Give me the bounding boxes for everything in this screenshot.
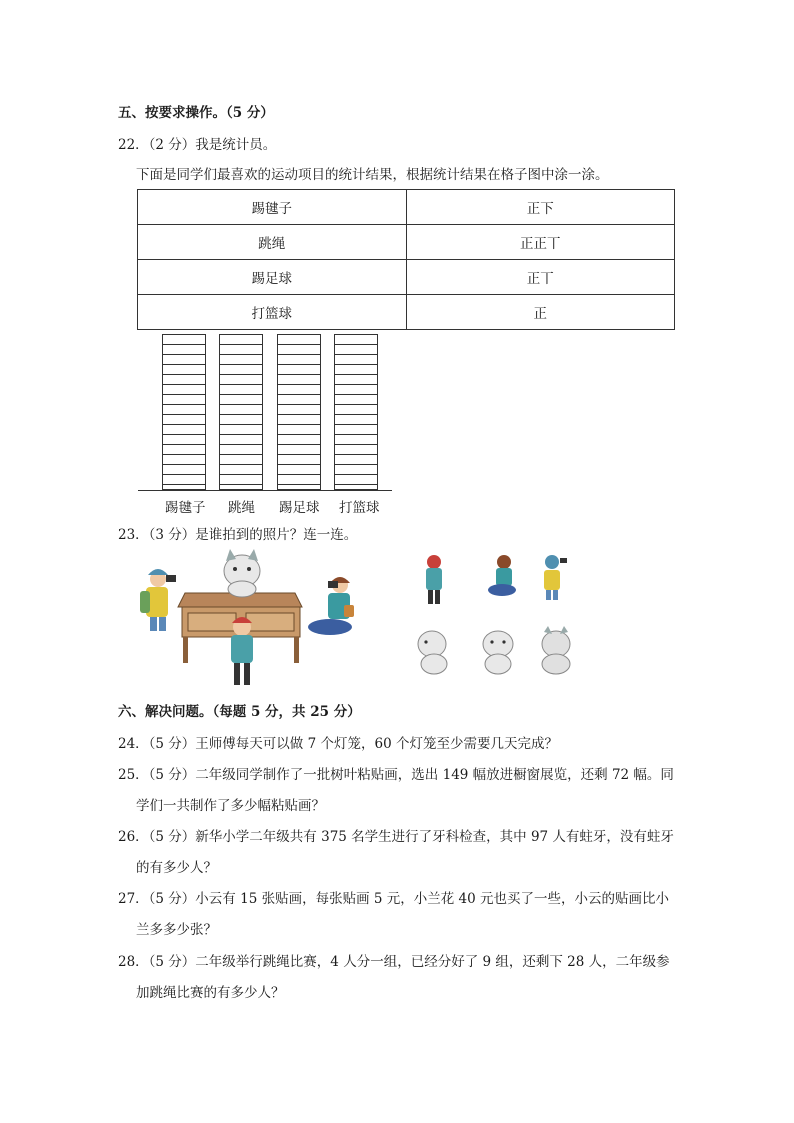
tally-cell: 正正丅 bbox=[406, 225, 675, 260]
section6-heading: 六、解决问题。（每题 5 分，共 25 分） bbox=[118, 704, 361, 720]
q25-line2: 学们一共制作了多少幅粘贴画？ bbox=[136, 798, 325, 814]
q28-line2: 加跳绳比赛的有多少人？ bbox=[136, 985, 285, 1001]
kid-yellow-jacket-icon bbox=[140, 569, 176, 631]
q27-line2: 兰多多少张？ bbox=[136, 922, 217, 938]
photo-kid-sitting-icon bbox=[488, 555, 516, 596]
grid-label: 跳绳 bbox=[228, 500, 255, 516]
section5-heading: 五、按要求操作。（5 分） bbox=[118, 105, 274, 121]
grid-chart bbox=[138, 334, 392, 494]
sport-cell: 打篮球 bbox=[138, 295, 407, 330]
tally-table bbox=[137, 189, 675, 330]
q26-line2: 的有多少人？ bbox=[136, 860, 217, 876]
photo-cat-front-icon bbox=[483, 631, 513, 674]
q26-line1: 26．（5 分）新华小学二年级共有 375 名学生进行了牙科检查，其中 97 人有蛀牙，没有蛀牙 bbox=[118, 829, 674, 845]
q25-line1: 25．（5 分）二年级同学制作了一批树叶粘贴画，选出 149 幅放进橱窗展览，还剩 72 幅。同 bbox=[118, 767, 674, 783]
tally-cell: 正 bbox=[406, 295, 675, 330]
sport-cell: 踢毽子 bbox=[138, 190, 407, 225]
cat-icon bbox=[224, 549, 260, 597]
table-row bbox=[138, 225, 675, 260]
grid-label: 打篮球 bbox=[339, 500, 380, 516]
tally-cell: 正丅 bbox=[406, 260, 675, 295]
q22-title: 22．（2 分）我是统计员。 bbox=[118, 137, 277, 153]
photo-options-illustration bbox=[410, 552, 580, 682]
photo-cat-side-icon bbox=[418, 631, 447, 674]
grid-column-rope[interactable] bbox=[219, 334, 263, 490]
q24-line1: 24．（5 分）王师傅每天可以做 7 个灯笼，60 个灯笼至少需要几天完成？ bbox=[118, 736, 558, 752]
table-row bbox=[138, 190, 675, 225]
grid-label: 踢毽子 bbox=[165, 500, 206, 516]
q28-line1: 28．（5 分）二年级举行跳绳比赛，4 人分一组，已经分好了 9 组，还剩下 28 人，二年级参 bbox=[118, 954, 670, 970]
photo-scene-illustration bbox=[130, 545, 370, 695]
q27-line1: 27．（5 分）小云有 15 张贴画，每张贴画 5 元，小兰花 40 元也买了一些，小云的贴画比小 bbox=[118, 891, 670, 907]
q22-instruction: 下面是同学们最喜欢的运动项目的统计结果，根据统计结果在格子图中涂一涂。 bbox=[136, 167, 609, 183]
photo-cat-back-icon bbox=[542, 626, 570, 674]
table-row bbox=[138, 295, 675, 330]
table-row bbox=[138, 260, 675, 295]
kid-sitting-camera-icon bbox=[308, 577, 354, 635]
photo-kid-yellow-icon bbox=[544, 555, 567, 600]
tally-cell: 正下 bbox=[406, 190, 675, 225]
kid-red-hat-icon bbox=[231, 617, 253, 685]
grid-label: 踢足球 bbox=[279, 500, 320, 516]
sport-cell: 踢足球 bbox=[138, 260, 407, 295]
grid-column-jianzi[interactable] bbox=[162, 334, 206, 490]
grid-column-football[interactable] bbox=[277, 334, 321, 490]
q23-title: 23．（3 分）是谁拍到的照片？连一连。 bbox=[118, 527, 358, 543]
grid-column-basketball[interactable] bbox=[334, 334, 378, 490]
grid-baseline bbox=[138, 490, 392, 491]
sport-cell: 跳绳 bbox=[138, 225, 407, 260]
photo-kid-back-icon bbox=[426, 555, 442, 604]
